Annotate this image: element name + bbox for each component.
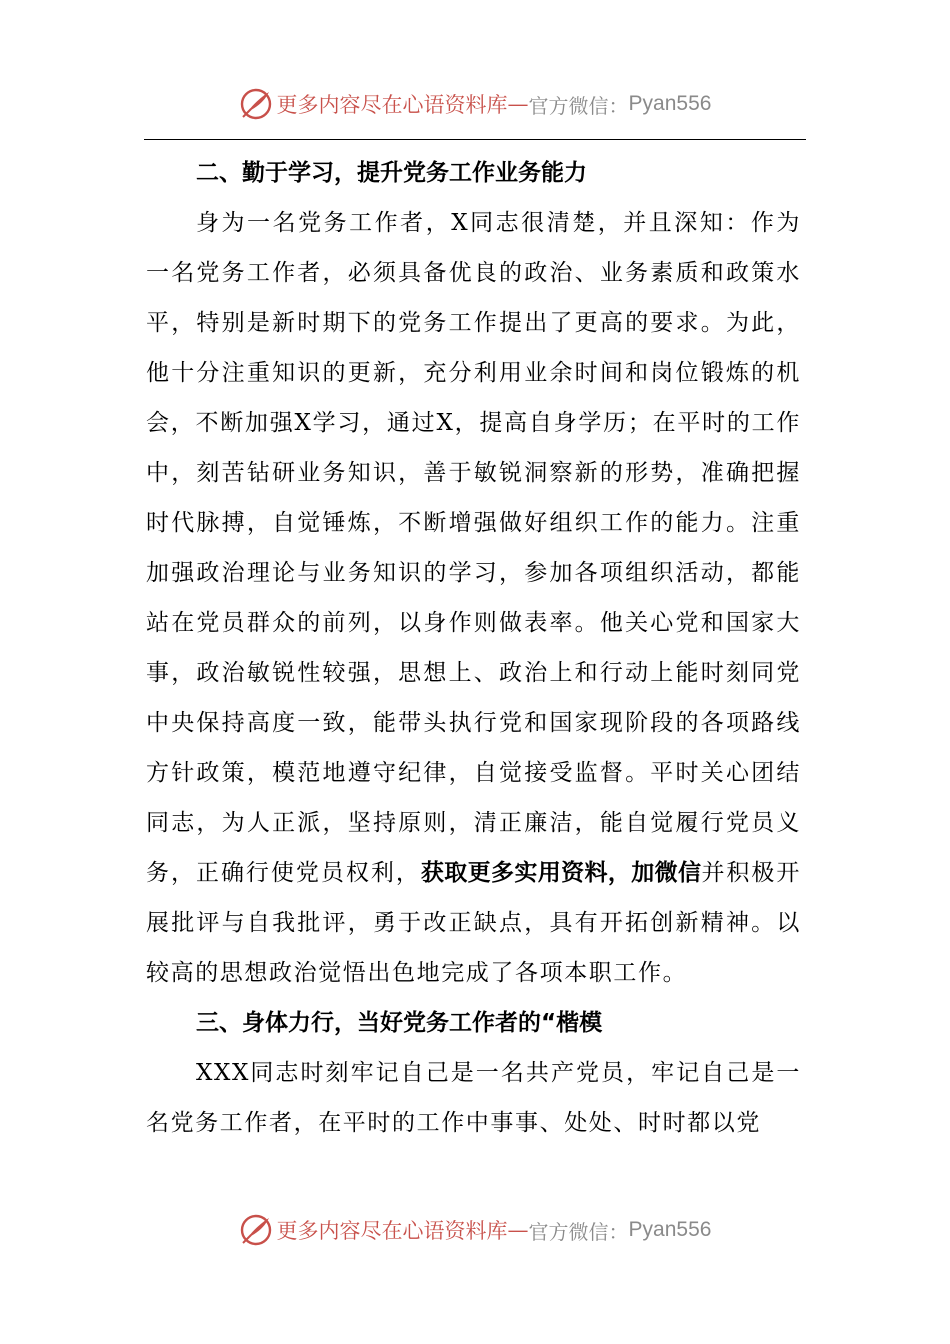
watermark-brand: 更多内容尽在心语资料库 [276, 93, 508, 117]
section-3-paragraph: XXX同志时刻牢记自己是一名共产党员，牢记自己是一名党务工作者，在平时的工作中事事、处处、时时都以党 [146, 1060, 801, 1136]
watermark-dash: — [507, 92, 529, 116]
section-2-heading: 二、勤于学习，提升党务工作业务能力 [196, 160, 587, 186]
section-2-highlight: 获取更多实用资料，加微信 [420, 860, 702, 886]
footer-watermark [0, 1210, 950, 1250]
watermark-brand: 更多内容尽在心语资料库 [276, 1219, 508, 1243]
watermark-wechat-label: 官方微信： [528, 93, 629, 118]
watermark-wechat-label: 官方微信： [528, 1219, 629, 1244]
watermark-wechat-id: Pyan556 [628, 1218, 712, 1241]
watermark-wechat-id: Pyan556 [628, 92, 712, 115]
header-divider [144, 139, 806, 140]
header-watermark [0, 84, 950, 124]
section-2-text-before: 身为一名党务工作者，X同志很清楚，并且深知：作为一名党务工作者，必须具备优良的政治、业务素质和政策水平，特别是新时期下的党务工作提出了更高的要求。为此，他十分注重知识的更新，充分利用业余时间和岗位锻炼的机会，不断加强X学习，通过X，提高自身学历；在平时的工作中，刻苦钻研业务知识，善于敏锐洞察新的形势，准确把握时代脉搏，自觉锤炼，不断增强做好组织工作的能力。注重加强政治理论与业务知识的学习，参加各项组织活动，都能站在党员群众的前列，以身作则做表率。他关心党和国家大事，政治敏锐性较强，思想上、政治上和行动上能时刻同党中央保持高度一致，能带头执行党和国家现阶段的各项路线方针政策，模范地遵守纪律，自觉接受监督。平时关心团结同志，为人正派，坚持原则，清正廉洁，能自觉履行党员义务，正确行使党员权利， [146, 210, 801, 886]
quill-logo-icon [239, 1213, 273, 1247]
document-body [146, 148, 801, 1148]
section-2-paragraph [146, 198, 801, 998]
watermark-dash: — [507, 1218, 529, 1242]
section-3-heading: 三、身体力行，当好党务工作者的“楷模 [196, 1010, 603, 1036]
section-2-text-after: 并积极开展批评与自我批评，勇于改正缺点，具有开拓创新精神。以较高的思想政治觉悟出色地完成了各项本职工作。 [146, 860, 801, 986]
quill-logo-icon [239, 87, 273, 121]
